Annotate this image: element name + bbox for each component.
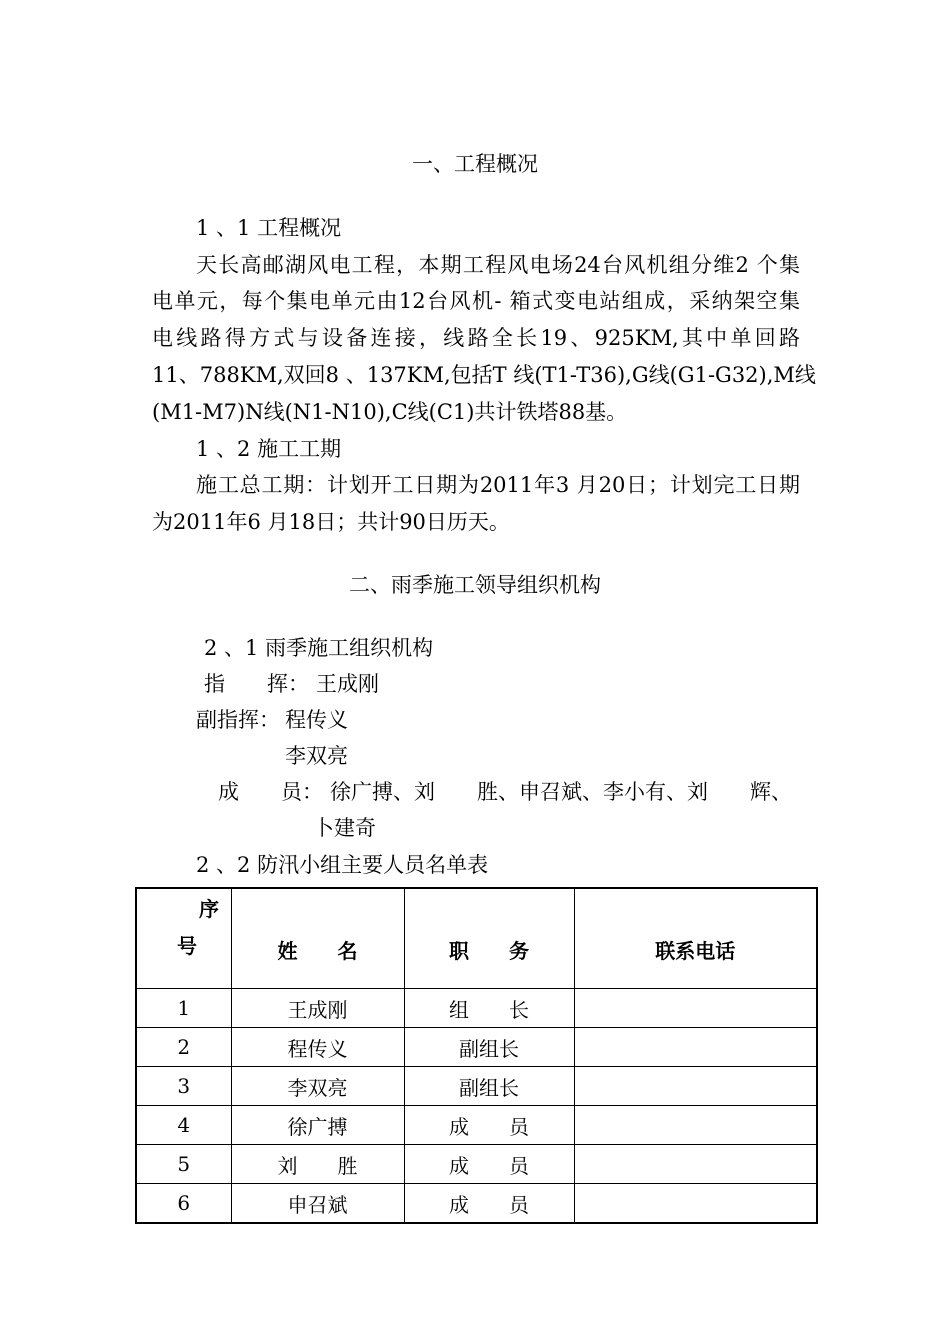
vice-name-2: 李双亮: [285, 744, 348, 768]
table-row: [136, 1145, 817, 1184]
header-name: 姓 名: [231, 888, 404, 989]
flood-team-table: [135, 887, 818, 1224]
cell-position: 副组长: [404, 1067, 574, 1106]
cell-no: 3: [136, 1067, 231, 1106]
sub2-title: 1 、2 施工工期: [196, 437, 342, 461]
paragraph-line: 11、788KM,双回8 、137KM,包括T 线(T1-T36),G线(G1-G32),M线: [152, 363, 816, 387]
cell-no: 1: [136, 989, 231, 1028]
paragraph-line: 为2011年6 月18日；共计90日历天。: [152, 510, 510, 534]
cell-no: 6: [136, 1184, 231, 1224]
table-row: [136, 1184, 817, 1224]
header-no-bottom: 号: [177, 934, 197, 958]
cell-name: 王成刚: [231, 989, 404, 1028]
cell-phone: [574, 989, 817, 1028]
paragraph-line: 天长高邮湖风电工程，本期工程风电场24台风机组分维2 个集: [196, 253, 800, 277]
members-line-2: 卜建奇: [313, 816, 376, 840]
paragraph-line: 电单元，每个集电单元由12台风机- 箱式变电站组成，采纳架空集: [152, 289, 800, 313]
sub1-title: 1 、1 工程概况: [196, 216, 342, 240]
table-row: [136, 1028, 817, 1067]
section2-heading: 二、雨季施工领导组织机构: [349, 573, 601, 597]
table-header-row: [136, 888, 817, 989]
cell-phone: [574, 1067, 817, 1106]
cell-phone: [574, 1106, 817, 1145]
cell-no: 5: [136, 1145, 231, 1184]
cell-name: 程传义: [231, 1028, 404, 1067]
cell-position: 组 长: [404, 989, 574, 1028]
cell-position: 成 员: [404, 1184, 574, 1224]
cell-position: 成 员: [404, 1145, 574, 1184]
cell-no: 2: [136, 1028, 231, 1067]
section1-heading: 一、工程概况: [412, 152, 538, 176]
vice-label: 副指挥：: [196, 708, 280, 732]
cell-phone: [574, 1145, 817, 1184]
cell-no: 4: [136, 1106, 231, 1145]
commander-name: 王成刚: [316, 672, 379, 696]
cell-name: 申召斌: [231, 1184, 404, 1224]
header-no: [136, 888, 231, 989]
members-label: 成 员：: [218, 780, 323, 804]
cell-position: 成 员: [404, 1106, 574, 1145]
paragraph-line: (M1-M7)N线(N1-N10),C线(C1)共计铁塔88基。: [152, 400, 628, 424]
header-phone: 联系电话: [574, 888, 817, 989]
cell-name: 李双亮: [231, 1067, 404, 1106]
cell-name: 刘 胜: [231, 1145, 404, 1184]
cell-name: 徐广搏: [231, 1106, 404, 1145]
paragraph-line: 电线路得方式与设备连接，线路全长19、925KM,其中单回路: [152, 326, 800, 350]
table-row: [136, 1067, 817, 1106]
table-row: [136, 1106, 817, 1145]
header-no-top: 序: [199, 897, 219, 921]
cell-position: 副组长: [404, 1028, 574, 1067]
members-line-1: 徐广搏、刘 胜、申召斌、李小有、刘 辉、: [330, 780, 792, 804]
table-row: [136, 989, 817, 1028]
header-position: 职 务: [404, 888, 574, 989]
commander-label: 指 挥：: [204, 672, 309, 696]
org-title: 2 、1 雨季施工组织机构: [204, 636, 434, 660]
cell-phone: [574, 1028, 817, 1067]
paragraph-line: 施工总工期：计划开工日期为2011年3 月20日；计划完工日期: [196, 473, 800, 497]
vice-name-1: 程传义: [285, 708, 348, 732]
table-title: 2 、2 防汛小组主要人员名单表: [196, 853, 489, 877]
cell-phone: [574, 1184, 817, 1224]
